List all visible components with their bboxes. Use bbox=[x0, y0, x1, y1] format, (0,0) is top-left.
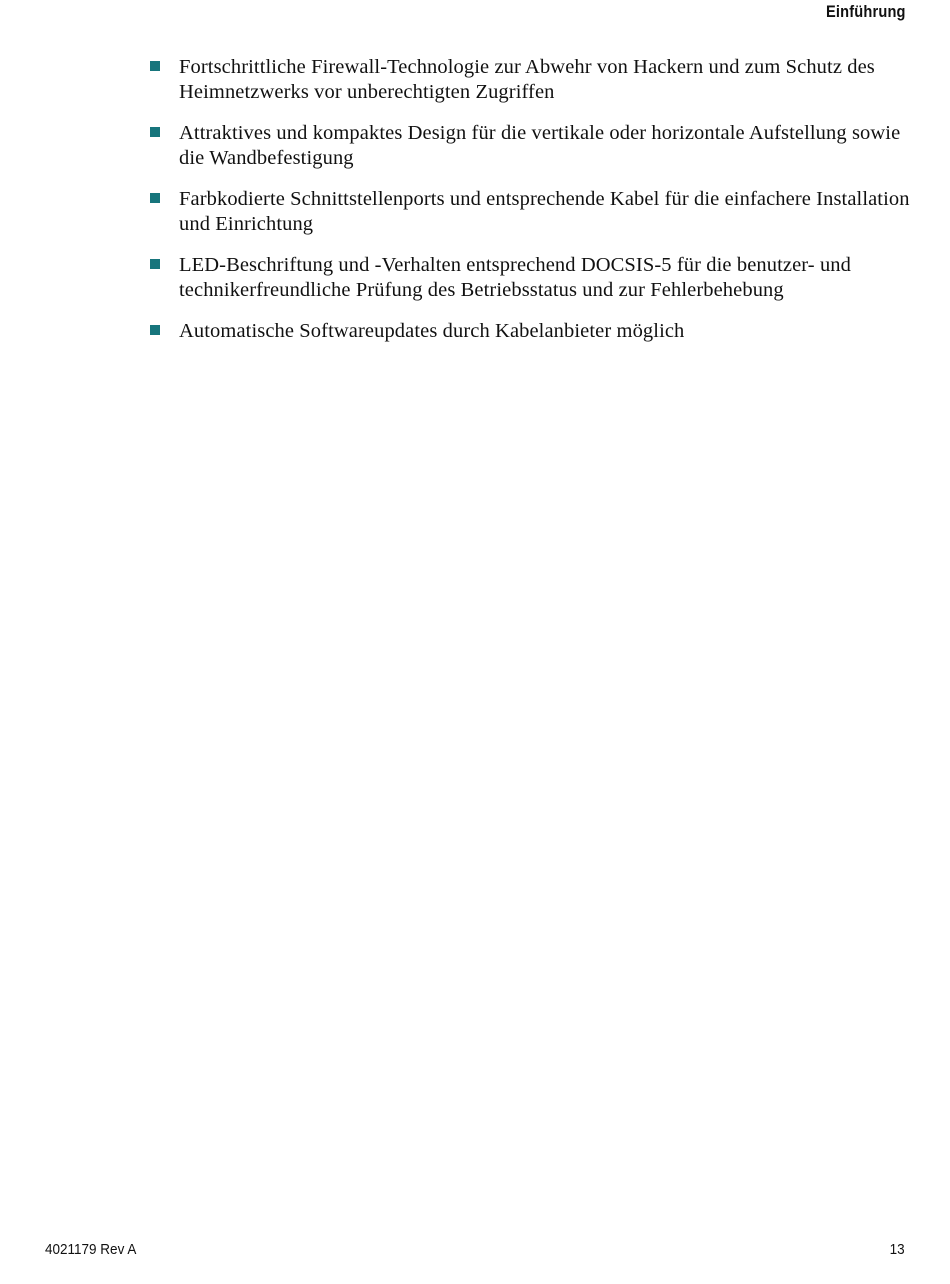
list-item-text: Farbkodierte Schnittstellenports und entsprechende Kabel für die einfachere Installation und Einrichtung bbox=[179, 188, 910, 235]
document-id: 4021179 Rev A bbox=[45, 1241, 137, 1258]
list-item bbox=[150, 55, 915, 105]
square-bullet-icon bbox=[150, 193, 160, 203]
section-title: Einführung bbox=[826, 2, 906, 21]
square-bullet-icon bbox=[150, 61, 160, 71]
page-number: 13 bbox=[889, 1241, 905, 1258]
feature-list bbox=[150, 55, 915, 360]
list-item-text: Automatische Softwareupdates durch Kabelanbieter möglich bbox=[179, 320, 685, 342]
list-item bbox=[150, 121, 915, 171]
list-item bbox=[150, 187, 915, 237]
list-item bbox=[150, 319, 915, 344]
list-item bbox=[150, 253, 915, 303]
list-item-text: LED-Beschriftung und -Verhalten entsprechend DOCSIS-5 für die benutzer- und technikerfreundliche Prüfung des Betriebsstatus und zur Fehlerbehebung bbox=[179, 254, 852, 301]
square-bullet-icon bbox=[150, 259, 160, 269]
list-item-text: Attraktives und kompaktes Design für die vertikale oder horizontale Aufstellung sowie die Wandbefestigung bbox=[179, 122, 901, 169]
list-item-text: Fortschrittliche Firewall-Technologie zur Abwehr von Hackern und zum Schutz des Heimnetzwerks vor unberechtigten Zugriffen bbox=[179, 56, 875, 103]
square-bullet-icon bbox=[150, 127, 160, 137]
square-bullet-icon bbox=[150, 325, 160, 335]
